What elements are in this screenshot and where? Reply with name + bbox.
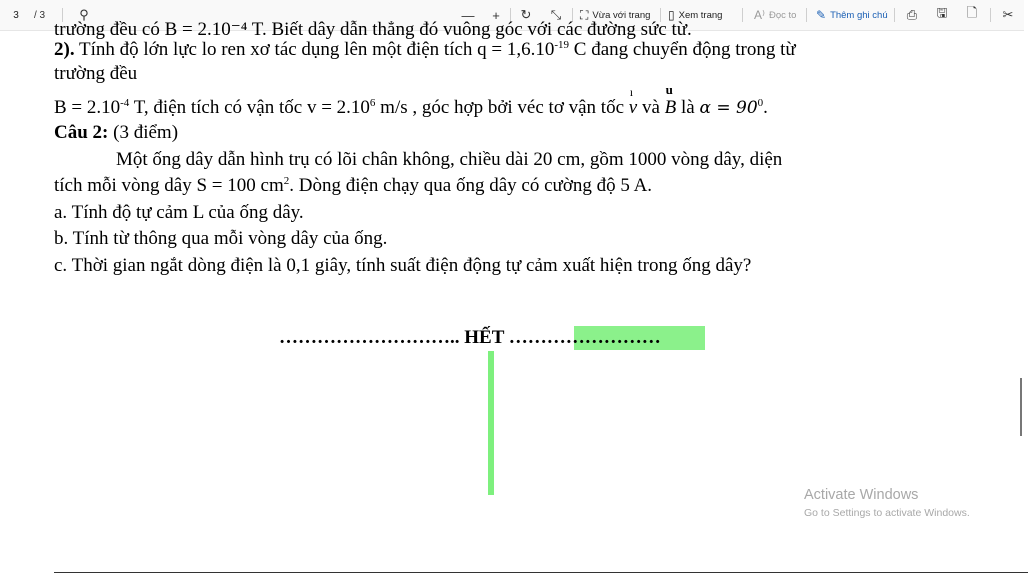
paragraph-line-2 <box>54 175 652 197</box>
highlight-bar <box>488 351 494 495</box>
end-marker: ……………………….. HẾT …………………… <box>279 327 661 348</box>
p2-text-b: . Dòng điện chạy qua ống dây có cường độ 5 A. <box>289 175 653 196</box>
add-note-label: Thêm ghi chú <box>830 9 888 21</box>
print-button[interactable] <box>902 0 922 30</box>
paragraph-line-1: Một ống dây dẫn hình trụ có lõi chân không, chiều dài 20 cm, gồm 1000 vòng dây, diện <box>116 149 783 170</box>
and-word: và <box>637 97 665 118</box>
toolbar-divider <box>990 8 991 22</box>
question-2-label: 2). <box>54 39 75 60</box>
plus-icon: + <box>492 7 500 23</box>
cau2-label: Câu 2: <box>54 122 109 143</box>
save-button[interactable] <box>932 0 952 30</box>
b-text-c: m/s , góc hợp bởi véc tơ vận tốc <box>375 97 629 118</box>
activation-watermark <box>804 487 970 519</box>
fit-width-label: Vừa với trang <box>592 9 651 21</box>
pin-button[interactable] <box>998 0 1018 30</box>
document-page <box>0 19 1024 576</box>
rotate-icon: ↻ <box>520 7 532 22</box>
save-icon: 🖫 <box>936 5 948 20</box>
question-2-line <box>54 39 796 61</box>
question-2-text-a: Tính độ lớn lực lo ren xơ tác dụng lên một điện tích q = 1,6.10 <box>74 39 555 60</box>
la-word: là <box>676 97 700 118</box>
toolbar-divider <box>806 8 807 22</box>
item-b: b. Tính từ thông qua mỗi vòng dây của ống. <box>54 228 388 249</box>
cut-off-line: trường đều có B = 2.10⁻⁴ T. Biết dây dẫn thẳng đó vuông góc với các đường sức từ. <box>54 19 692 40</box>
draw-icon: ✎ <box>816 8 827 22</box>
read-aloud-button[interactable] <box>754 0 796 30</box>
area-exponent: 2 <box>283 175 290 187</box>
alpha-exponent: 0 <box>757 97 764 109</box>
question-2-line-2: trường đều <box>54 63 138 84</box>
question-2-heading <box>54 122 178 144</box>
page-number-input[interactable]: 3 <box>13 9 19 21</box>
minus-icon: — <box>461 7 475 23</box>
save-as-icon: 🗋 <box>966 5 978 20</box>
search-icon[interactable]: ⚲ <box>79 7 89 22</box>
page-view-label: Xem trang <box>678 9 723 21</box>
field-line <box>54 97 768 119</box>
toolbar-divider <box>894 8 895 22</box>
fit-icon: ⤡ <box>550 7 562 22</box>
print-icon: ⎙ <box>906 7 918 22</box>
page-view-icon: ▯ <box>668 8 675 22</box>
read-aloud-label: Đọc to <box>768 9 797 21</box>
fit-page-icon: ⛶ <box>580 7 589 22</box>
watermark-title: Activate Windows <box>804 487 919 503</box>
item-a: a. Tính độ tự cảm L của ống dây. <box>54 202 304 223</box>
p2-text-a: tích mỗi vòng dây S = 100 cm <box>54 175 284 196</box>
charge-exponent: -19 <box>554 39 570 51</box>
toolbar-divider <box>742 8 743 22</box>
page-bottom-rule <box>54 572 1028 573</box>
alpha-expression: α = 90 <box>699 98 758 118</box>
vertical-scrollbar[interactable] <box>1020 378 1022 436</box>
cau2-points: (3 điểm) <box>108 122 179 143</box>
question-2-text-b: C đang chuyển động trong từ <box>569 39 796 60</box>
item-c: c. Thời gian ngắt dòng điện là 0,1 giây, tính suất điện động tự cảm xuất hiện trong ống dây? <box>54 255 752 276</box>
alpha-end: . <box>763 97 768 118</box>
add-note-button[interactable] <box>816 0 888 30</box>
b-exponent: -4 <box>120 97 130 109</box>
v-exponent: 6 <box>369 97 376 109</box>
page-total: / 3 <box>34 9 46 21</box>
b-text-a: B = 2.10 <box>54 97 121 118</box>
pin-icon: ✂ <box>1002 7 1014 22</box>
vector-b: u B <box>665 97 677 119</box>
watermark-subtitle: Go to Settings to activate Windows. <box>804 507 970 519</box>
read-aloud-icon: A⁾ <box>754 8 765 22</box>
b-text-b: T, điện tích có vận tốc v = 2.10 <box>129 97 370 118</box>
vector-v: ı v <box>629 97 637 119</box>
save-as-button[interactable] <box>962 0 982 30</box>
